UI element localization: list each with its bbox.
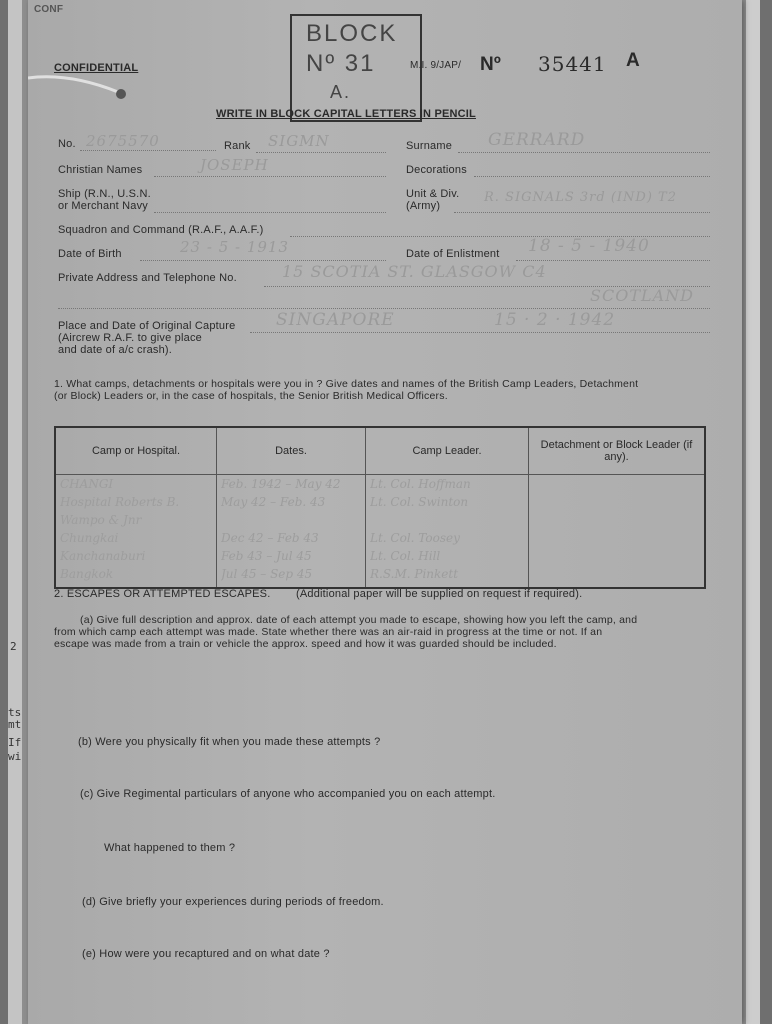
stamp-block-text: BLOCK <box>306 20 398 47</box>
service-number-label: No. <box>58 138 76 150</box>
block-leader-cell <box>529 475 706 589</box>
date-entry: May 42 – Feb. 43 <box>221 495 326 509</box>
question-2d-text: (d) Give briefly your experiences during periods of freedom. <box>82 896 384 908</box>
surname-value: GERRARD <box>488 130 586 150</box>
margin-fragment: mt <box>8 718 22 731</box>
ship-label: Ship (R.N., U.S.N. <box>58 188 151 200</box>
capture-label-cont-2: and date of a/c crash). <box>58 344 173 356</box>
address-line-2 <box>58 308 710 309</box>
corner-tag: CONF <box>34 4 64 15</box>
column-header-block-leader: Detachment or Block Leader (if any). <box>529 427 706 475</box>
instruction-heading: WRITE IN BLOCK CAPITAL LETTERS IN PENCIL <box>216 108 476 120</box>
column-header-camp: Camp or Hospital. <box>55 427 217 475</box>
date-entry: Jul 45 – Sep 45 <box>221 567 313 581</box>
margin-fragment: ts <box>8 706 22 719</box>
service-number-value: 2675570 <box>86 132 160 150</box>
confidential-label: CONFIDENTIAL <box>54 62 139 74</box>
form-number-suffix: A <box>626 50 640 71</box>
enlistment-line <box>516 260 710 261</box>
unit-value: R. SIGNALS 3rd (IND) T2 <box>484 190 678 205</box>
enlistment-value: 18 - 5 - 1940 <box>528 236 650 256</box>
leader-entry: Lt. Col. Swinton <box>370 495 469 509</box>
left-page-edge <box>8 0 22 1024</box>
capture-date-value: 15 · 2 · 1942 <box>494 310 616 330</box>
date-entry: Feb 43 – Jul 45 <box>221 549 312 563</box>
form-reference: M.I. 9/JAP/ <box>410 60 462 71</box>
camp-entry: Bangkok <box>60 567 114 581</box>
capture-place-value: SINGAPORE <box>276 310 395 330</box>
decorations-label: Decorations <box>406 164 467 176</box>
right-page-edge <box>746 0 760 1024</box>
rank-line <box>256 152 386 153</box>
address-label: Private Address and Telephone No. <box>58 272 237 284</box>
camp-list-cell <box>55 475 217 589</box>
block-stamp <box>290 14 422 122</box>
leader-entry: R.S.M. Pinkett <box>370 567 459 581</box>
column-header-camp-leader: Camp Leader. <box>366 427 529 475</box>
question-1-text: 1. What camps, detachments or hospitals were you in ? Give dates and names of the British Camp Leaders, Detachment <box>54 378 639 390</box>
leader-entry: Lt. Col. Hill <box>370 549 441 563</box>
question-2e-text: (e) How were you recaptured and on what date ? <box>82 948 330 960</box>
capture-label-cont: (Aircrew R.A.F. to give place <box>58 332 202 344</box>
capture-label: Place and Date of Original Capture <box>58 320 236 332</box>
question-2a-text: (a) Give full description and approx. date of each attempt you made to escape, showing how you left the camp, and <box>80 614 638 626</box>
question-1-text-cont: (or Block) Leaders or, in the case of hospitals, the Senior British Medical Officers. <box>54 390 448 402</box>
capture-line <box>250 332 710 333</box>
dates-list-cell <box>217 475 366 589</box>
margin-fragment: If <box>8 736 22 749</box>
ship-line <box>154 212 386 213</box>
ship-label-cont: or Merchant Navy <box>58 200 149 212</box>
christian-names-line <box>154 176 386 177</box>
form-number: 35441 <box>538 52 607 76</box>
question-2-note: (Additional paper will be supplied on request if required). <box>296 588 583 600</box>
rank-value: SIGMN <box>268 132 330 150</box>
margin-fragment: wi <box>8 750 22 763</box>
camps-table <box>54 426 706 589</box>
question-2c-text: (c) Give Regimental particulars of anyone who accompanied you on each attempt. <box>80 788 496 800</box>
date-entry <box>221 513 361 531</box>
enlistment-label: Date of Enlistment <box>406 248 500 260</box>
squadron-label: Squadron and Command (R.A.F., A.A.F.) <box>58 224 264 236</box>
question-2a-text-cont: from which camp each attempt was made. State whether there was an air-raid in progress at the time or not. If an <box>54 626 603 638</box>
leader-entry: Lt. Col. Toosey <box>370 531 460 545</box>
number-label: Nº <box>480 54 502 75</box>
rank-label: Rank <box>224 140 251 152</box>
question-2a-text-cont-2: escape was made from a train or vehicle the approx. speed and how it was guarded should be included. <box>54 638 557 650</box>
column-header-dates: Dates. <box>217 427 366 475</box>
address-value-cont: SCOTLAND <box>590 286 694 305</box>
surname-line <box>458 152 710 153</box>
stamp-number-text: Nº 31 <box>306 50 376 77</box>
camp-entry: Wampo & Jnr <box>60 513 142 527</box>
leader-entry <box>370 513 524 531</box>
table-row <box>55 475 705 589</box>
form-sheet <box>28 0 742 1024</box>
leaders-list-cell <box>366 475 529 589</box>
camp-entry: Kanchanaburi <box>60 549 146 563</box>
block-leader-entry <box>533 477 700 495</box>
camp-entry: Chungkai <box>60 531 119 545</box>
decorations-line <box>474 176 710 177</box>
unit-line <box>454 212 710 213</box>
margin-digit: 2 <box>10 640 17 653</box>
date-of-birth-label: Date of Birth <box>58 248 122 260</box>
date-entry: Dec 42 – Feb 43 <box>221 531 319 545</box>
camp-entry: CHANGI <box>60 477 114 491</box>
christian-names-label: Christian Names <box>58 164 143 176</box>
question-2-heading: 2. ESCAPES OR ATTEMPTED ESCAPES. <box>54 588 271 600</box>
camp-entry: Hospital Roberts B. <box>60 495 180 509</box>
address-value: 15 SCOTIA ST. GLASGOW C4 <box>282 262 547 281</box>
leader-entry: Lt. Col. Hoffman <box>370 477 471 491</box>
question-2c-followup: What happened to them ? <box>104 842 236 854</box>
date-of-birth-line <box>140 260 386 261</box>
unit-label-cont: (Army) <box>406 200 441 212</box>
surname-label: Surname <box>406 140 453 152</box>
camps-table-header-row <box>55 427 705 475</box>
date-entry: Feb. 1942 – May 42 <box>221 477 341 491</box>
date-of-birth-value: 23 - 5 - 1913 <box>180 238 290 256</box>
unit-label: Unit & Div. <box>406 188 460 200</box>
document-stack <box>8 0 760 1024</box>
service-number-line <box>80 150 216 151</box>
question-2b-text: (b) Were you physically fit when you made these attempts ? <box>78 736 381 748</box>
christian-names-value: JOSEPH <box>200 156 269 174</box>
stamp-letter-text: A. <box>330 82 352 102</box>
